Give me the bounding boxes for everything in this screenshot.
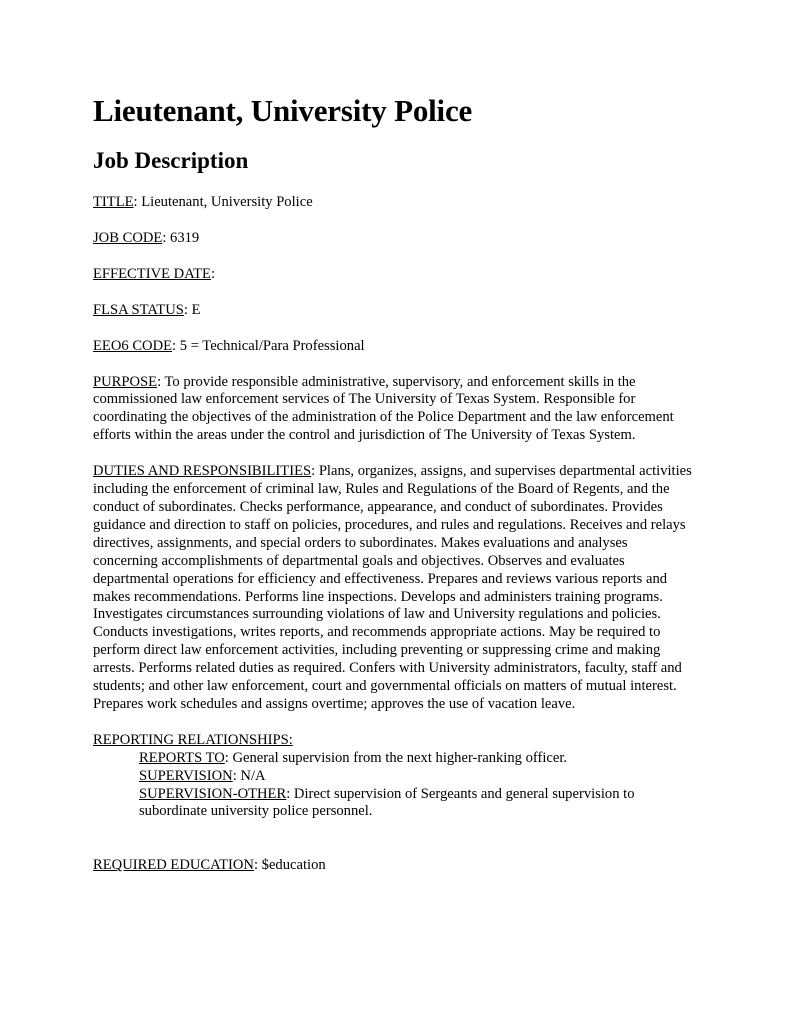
field-purpose [93,374,693,446]
field-reports-to-label: REPORTS TO [139,749,225,766]
field-separator: : [162,229,171,246]
reporting-relationships-label: REPORTING RELATIONSHIPS: [93,731,293,748]
field-purpose-label: PURPOSE [93,373,158,390]
field-supervision-label: SUPERVISION [139,767,233,784]
field-job-code-value: 6319 [170,229,200,246]
field-required-education [93,857,693,875]
field-flsa-status-value: E [191,301,201,318]
field-supervision-other-value: Direct supervision of Sergeants and general supervision to subordinate university police personnel. [139,785,635,820]
field-separator: : [232,767,241,784]
field-reports-to-value: General supervision from the next higher-ranking officer. [232,749,568,766]
field-supervision-value: N/A [240,767,266,784]
reporting-relationships-heading [93,732,693,750]
field-separator: : [286,785,294,802]
field-purpose-value: To provide responsible administrative, supervisory, and enforcement skills in the commissioned law enforcement services of The University of Texas System. Responsible for coordinating the objectives of the administration of the Police Department and the law enforcement efforts within the areas under the control and jurisdiction of The University of Texas System. [93,373,674,444]
field-effective-date [93,266,693,284]
field-title-label: TITLE [93,194,134,210]
field-eeo6-code-label: EEO6 CODE [93,337,173,354]
field-title-value: Lieutenant, University Police [141,194,313,210]
field-separator: : [133,194,142,210]
field-job-code-label: JOB CODE [93,229,163,246]
page-subtitle: Job Description [93,148,249,173]
field-separator: : [172,337,180,354]
field-separator: : [224,749,233,766]
field-title [93,194,693,212]
field-supervision-other [93,786,693,822]
field-job-code [93,230,693,248]
field-duties [93,463,693,714]
field-required-education-value: $education [261,857,326,874]
field-colon: : [210,265,216,282]
page-title: Lieutenant, University Police [93,93,473,128]
field-eeo6-code [93,338,693,356]
field-supervision-other-label: SUPERVISION-OTHER [139,785,287,802]
field-supervision [93,768,693,786]
field-flsa-status [93,302,693,320]
field-separator: : [253,857,262,874]
field-eeo6-code-value: 5 = Technical/Para Professional [179,337,365,354]
field-effective-date-label: EFFECTIVE DATE [93,265,211,282]
field-duties-label: DUTIES AND RESPONSIBILITIES [93,463,312,480]
field-duties-value: Plans, organizes, assigns, and supervises departmental activities including the enforcement of criminal law, Rules and Regulations of the Board of Regents, and the conduct of subordinates. Checks performance, appearance, and conduct of subordinates. Provides guidance and direction to staff on policies, procedures, and rules and regulations. Receives and relays directives, assignments, and special orders to subordinates. Makes evaluations and analyses concerning accomplishments of departmental goals and objectives. Observes and evaluates departmental operations for efficiency and effectiveness. Prepares and reviews various reports and makes recommendations. Performs line inspections. Develops and administers training programs. Investigates circumstances surrounding violations of law and University regulations and policies. Conducts investigations, writes reports, and recommends appropriate actions. May be required to perform direct law enforcement activities, including preventing or suppressing crime and making arrests. Performs related duties as required. Confers with University administrators, faculty, staff and students; and other law enforcement, court and governmental officials on matters of mutual interest. Prepares work schedules and assigns overtime; approves the use of vacation leave. [93,463,692,712]
job-description-document [93,92,693,875]
field-separator: : [311,463,319,480]
field-reports-to [93,750,693,768]
field-flsa-status-label: FLSA STATUS [93,301,184,318]
field-required-education-label: REQUIRED EDUCATION [93,857,254,874]
field-separator: : [183,301,192,318]
reporting-relationships-section [93,732,693,822]
field-separator: : [157,373,165,390]
